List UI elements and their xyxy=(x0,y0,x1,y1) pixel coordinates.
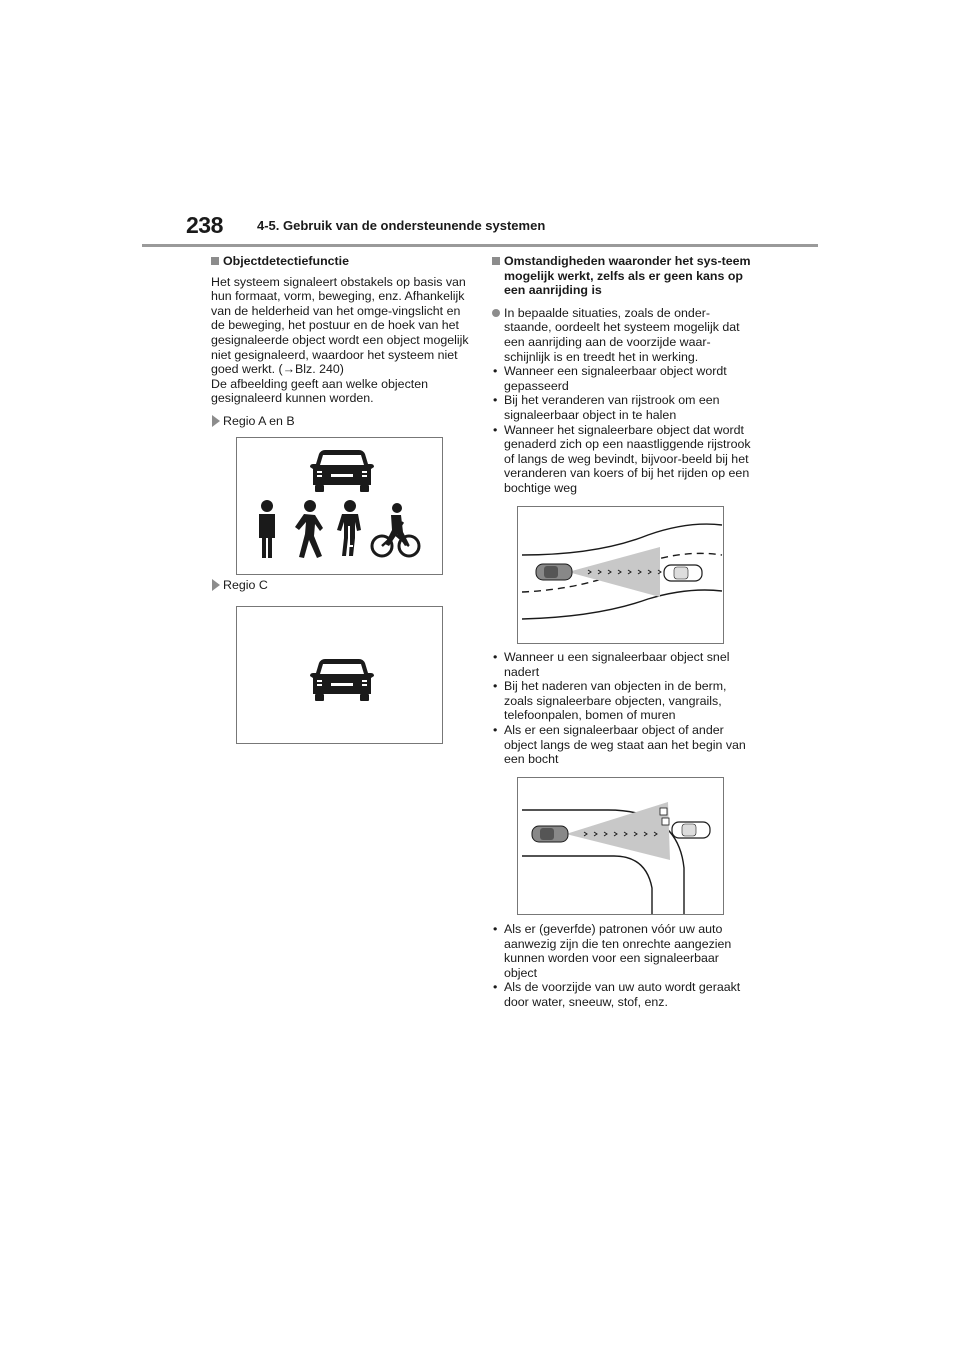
page-reference-link[interactable]: Blz. 240) xyxy=(295,362,344,377)
pedestrian-walking-icon xyxy=(295,500,323,558)
triangle-bullet-icon xyxy=(212,579,220,591)
section-heading-unnecessary-activation xyxy=(492,254,754,298)
round-bullet-icon xyxy=(492,309,500,317)
figure-curved-road xyxy=(517,506,724,644)
arrow-right-icon: → xyxy=(282,362,296,377)
detectable-vehicle-illustration xyxy=(237,607,442,743)
heading-text: Omstandigheden waaronder het sys-teem mogelijk werkt, zelfs als er geen kans op een aanrijding is xyxy=(504,254,751,298)
detection-paragraph xyxy=(211,275,469,406)
curved-road-illustration xyxy=(518,507,723,643)
car-front-icon xyxy=(310,450,374,492)
list-item: • Als er een signaleerbaar object of ander object langs de weg staat aan het begin van een bocht xyxy=(492,723,754,767)
figure-road-turn xyxy=(517,777,724,915)
page-header xyxy=(0,0,960,250)
left-column xyxy=(211,254,469,437)
situation-list-1 xyxy=(492,364,754,495)
square-bullet-icon xyxy=(492,257,500,265)
region-c-text: Regio C xyxy=(223,578,268,592)
page-number: 238 xyxy=(186,212,223,238)
heading-text: Objectdetectiefunctie xyxy=(223,254,349,268)
chapter-title: 4-5. Gebruik van de ondersteunende systemen xyxy=(257,218,546,233)
situation-intro-text: In bepaalde situaties, zoals de onder-staande, oordeelt het systeem mogelijk dat een aanrijding aan de voorzijde waar-schijnlijk is en treedt het in werking. xyxy=(504,305,740,364)
triangle-bullet-icon xyxy=(212,415,220,427)
list-item: • Wanneer u een signaleerbaar object snel nadert xyxy=(492,650,754,679)
target-car-icon xyxy=(664,565,702,581)
header-divider xyxy=(142,244,818,247)
region-ab-label xyxy=(211,414,469,429)
car-front-icon xyxy=(310,659,374,701)
region-ab-text: Regio A en B xyxy=(223,413,295,428)
list-item: • Wanneer een signaleerbaar object wordt gepasseerd xyxy=(492,364,754,393)
situation-list-2 xyxy=(492,650,754,767)
radar-cone xyxy=(568,547,660,597)
pedestrian-standing-icon xyxy=(259,500,275,558)
cyclist-standing-icon xyxy=(337,500,361,556)
own-car-icon xyxy=(536,564,572,580)
list-item: • Als er (geverfde) patronen vóór uw auto aanwezig zijn die ten onrechte aangezien kunnen worden voor een signaleerbaar object xyxy=(492,922,754,980)
figure-region-c xyxy=(236,606,443,744)
list-item: • Bij het veranderen van rijstrook om een signaleerbaar object in te halen xyxy=(492,393,754,422)
list-item: • Wanneer het signaleerbare object dat wordt genaderd zich op een naastliggende rijstrook of langs de weg bevindt, bijvoor-beeld bij het veranderen van koers of bij het rijden op een bochtige weg xyxy=(492,423,754,496)
own-car-icon xyxy=(532,826,568,842)
target-car-icon xyxy=(672,822,710,838)
cyclist-riding-icon xyxy=(372,503,419,556)
detection-text: Het systeem signaleert obstakels op basis van hun formaat, vorm, beweging, enz. Afhankelijk van de helderheid van het omge-vingslicht en de beweging, het postuur en de hoek van het gesignaleerde object wordt een object mogelijk niet gesignaleerd, waardoor het systeem niet goed werkt. ( xyxy=(211,274,469,377)
list-item: • Bij het naderen van objecten in de berm, zoals signaleerbare objecten, vangrails, telefoonpalen, bomen of muren xyxy=(492,679,754,723)
section-heading-object-detection xyxy=(211,254,469,269)
detectable-objects-illustration xyxy=(237,438,442,574)
list-item: • Als de voorzijde van uw auto wordt geraakt door water, sneeuw, stof, enz. xyxy=(492,980,754,1009)
region-c-label xyxy=(211,578,268,593)
square-bullet-icon xyxy=(211,257,219,265)
situation-intro xyxy=(492,306,754,364)
right-column xyxy=(492,254,754,496)
situation-list-3 xyxy=(492,922,754,1010)
figure-intro-text: De afbeelding geeft aan welke objecten gesignaleerd kunnen worden. xyxy=(211,376,428,406)
figure-region-ab xyxy=(236,437,443,575)
road-turn-illustration xyxy=(518,778,723,914)
